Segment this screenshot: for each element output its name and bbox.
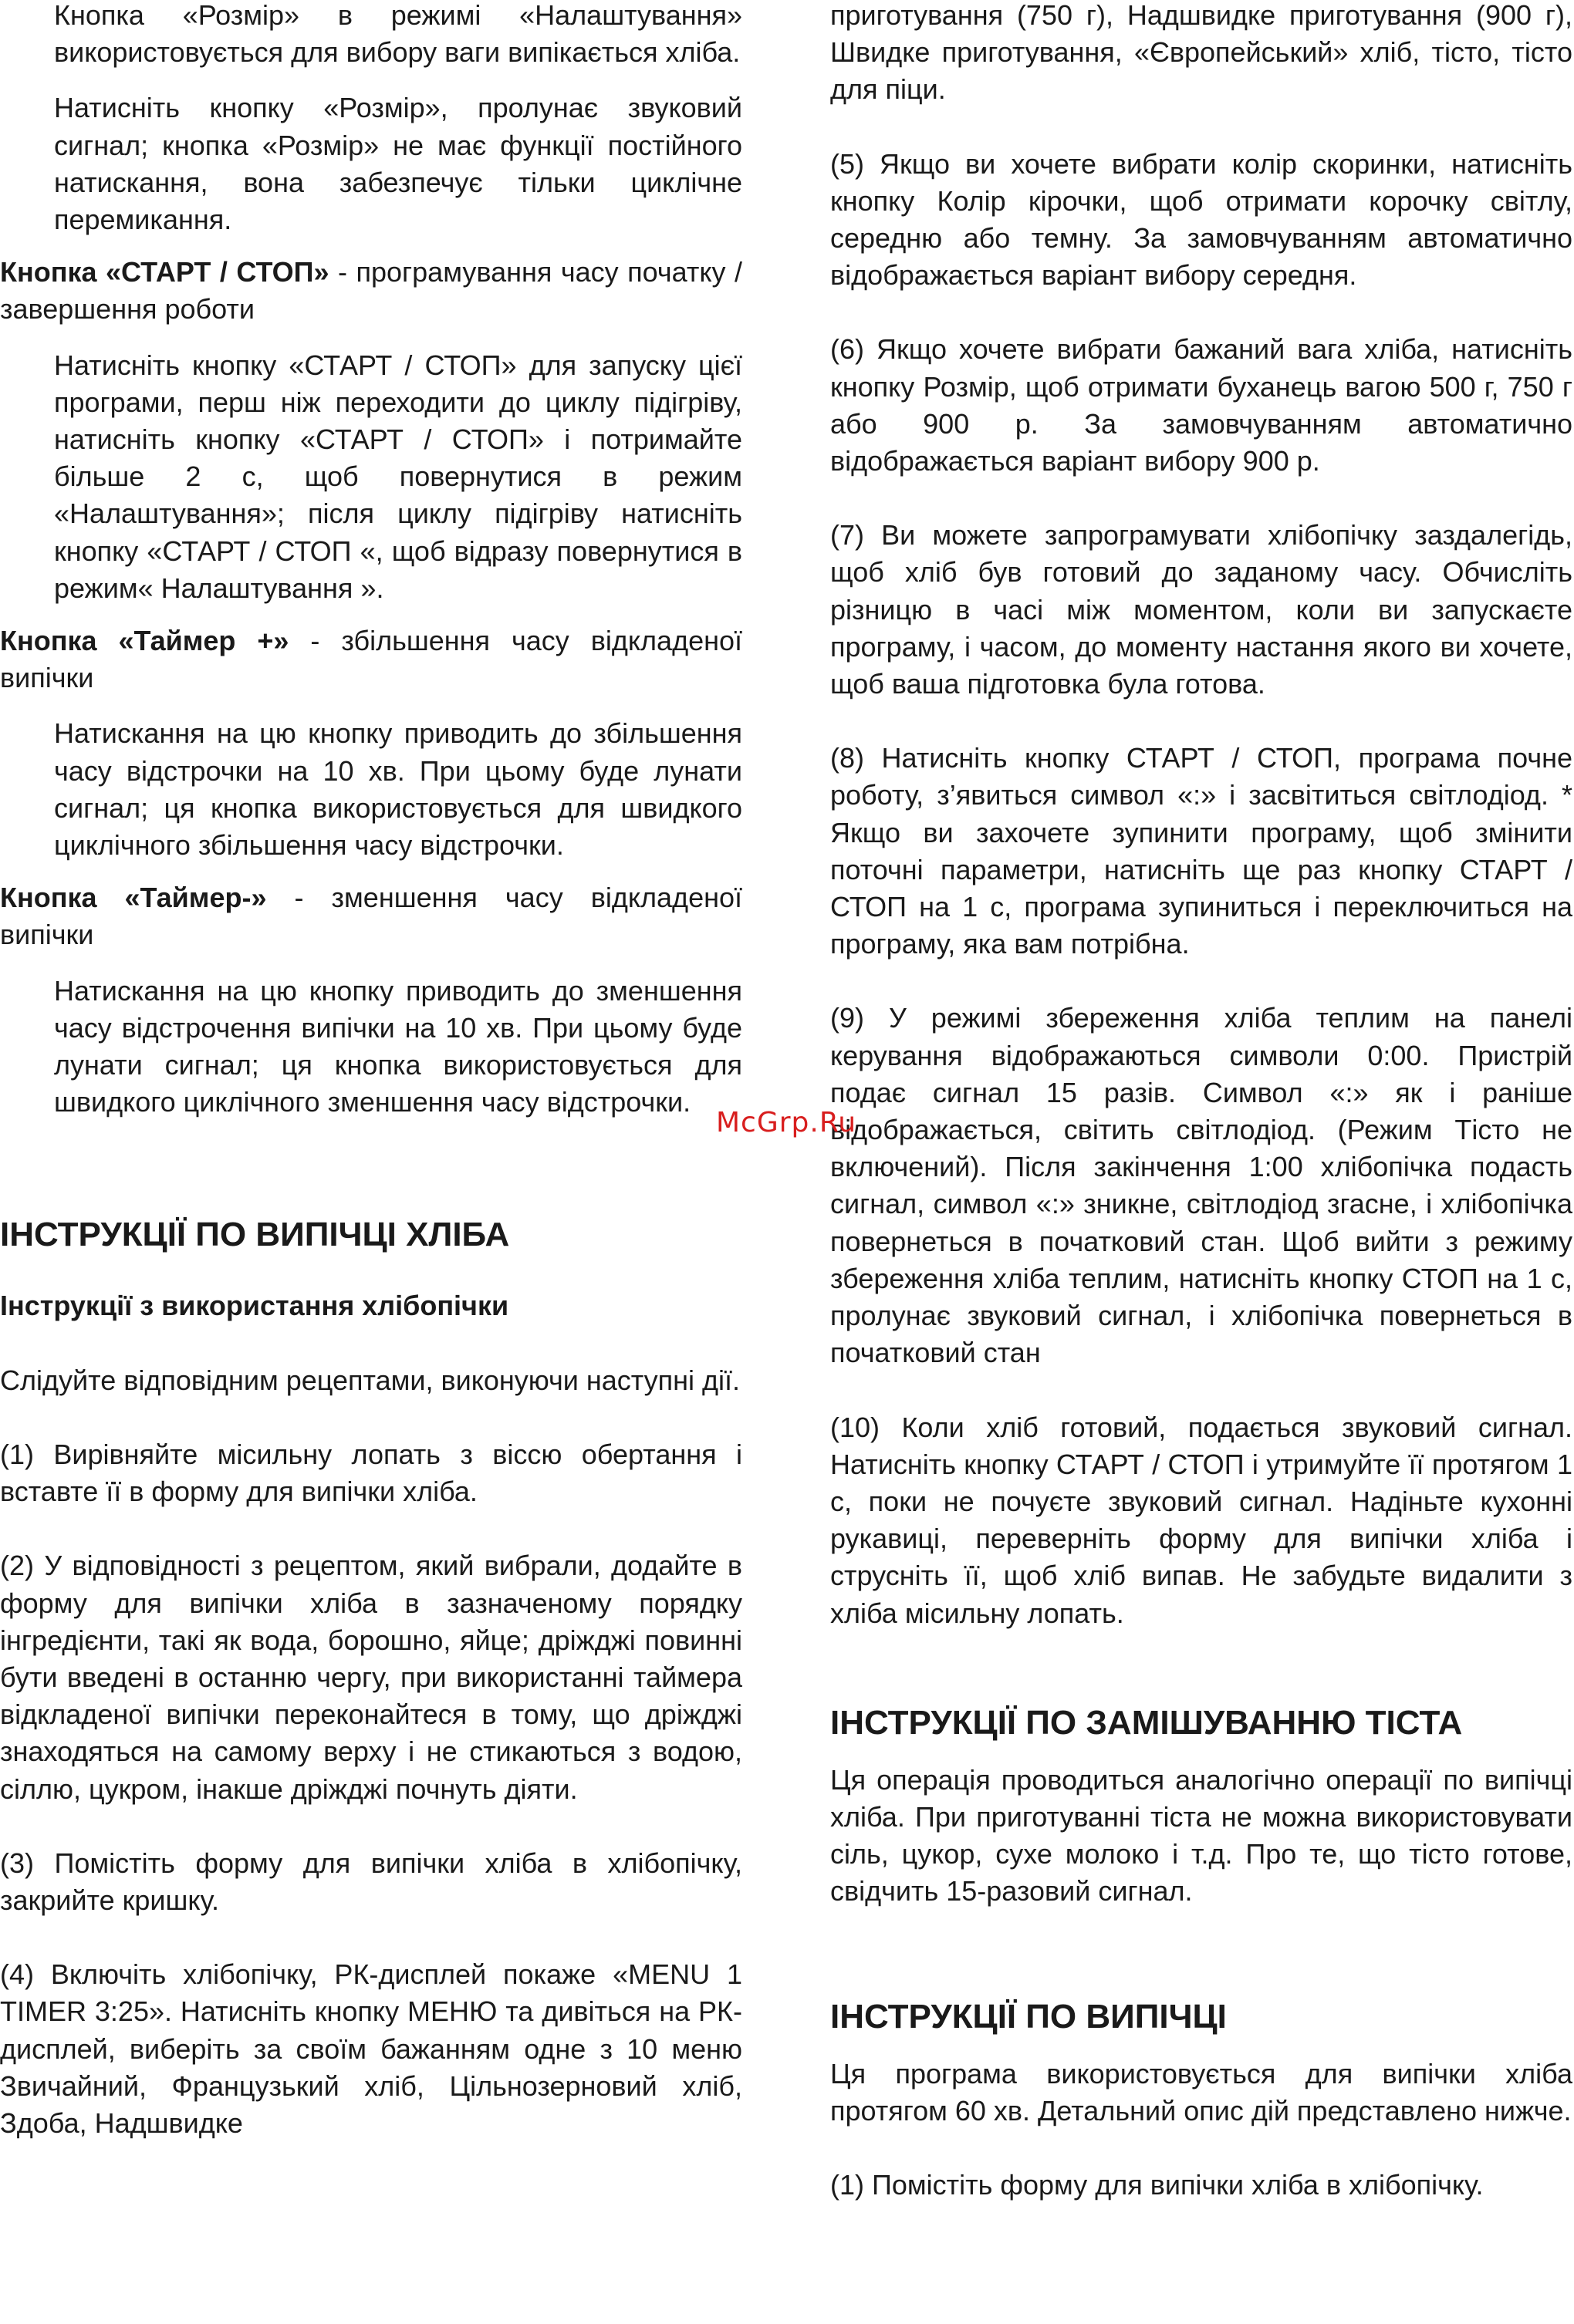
size-button-note: Натисніть кнопку «Розмір», пролунає звуковий сигнал; кнопка «Розмір» не має функції постійного натискання, вона забезпечує тільки циклічне перемикання.: [54, 92, 742, 236]
dough-description: Ця операція проводиться аналогічно операції по випічці хліба. При приготуванні тіста не можна використовувати сіль, цукор, сухе молоко і т.д. Про те, що тісто готове, свідчить 15-разовий сигнал.: [830, 1763, 1572, 1907]
step-10: (10) Коли хліб готовий, подається звуковий сигнал. Натисніть кнопку СТАРТ / СТОП і утримуйте її протягом 1 с, поки не почуєте звуковий сигнал. Надіньте кухонні рукавиці, переверніть форму для випічки хліба і струсніть її, щоб хліб випав. Не забудьте видалити з хліба місильну лопать.: [830, 1411, 1572, 1629]
subheading-usage: Інструкції з використання хлібопічки: [0, 1290, 509, 1322]
step-9: (9) У режимі збереження хліба теплим на панелі керування відображаються символи 0:00. Пристрій подає сигнал 15 разів. Символ «:» як і раніше відображається, світить світлодіод. (Режим Тісто не включений). Після закінчення 1:00 хлібопічка подасть сигнал, символ «:» зникне, світлодіод згасне, і хлібопічка повернеться в початковий стан. Щоб вийти з режиму збереження хліба теплим, натисніть кнопку СТОП на 1 с, пролунає звуковий сигнал, і хлібопічка повернеться в початковий стан: [830, 1002, 1572, 1369]
right-column: [830, 0, 1572, 2204]
start-stop-title-rest: - програмування часу початку / завершення роботи: [0, 256, 742, 325]
step-4: (4) Включіть хлібопічку, РК-дисплей покаже «MENU 1 TIMER 3:25». Натисніть кнопку МЕНЮ та дивіться на РК-дисплей, виберіть за своїм бажанням одне з 10 меню Звичайний, Французький хліб, Цільнозерновий хліб, Здоба, Надшвидке: [0, 1958, 742, 2139]
step-2: (2) У відповідності з рецептом, який вибрали, додайте в форму для випічки хліба в зазначеному порядку інгредієнти, такі як вода, борошно, яйце; дріжджі повинні бути введені в останню чергу, при використанні таймера відкладеної випічки переконайтеся в тому, що дріжджі знаходяться на самому верху і не стикаються з водою, сіллю, цукром, інакше дріжджі почнуть діяти.: [0, 1550, 742, 1805]
bake-step-1: (1) Помістіть форму для випічки хліба в хлібопічку.: [830, 2168, 1484, 2201]
step-3: (3) Помістіть форму для випічки хліба в хлібопічку, закрийте кришку.: [0, 1847, 742, 1916]
timer-plus-label: Кнопка «Таймер +»: [0, 625, 289, 657]
heading-dough-instructions: ІНСТРУКЦІЇ ПО ЗАМІШУВАННЮ ТІСТА: [830, 1703, 1463, 1742]
bake-description: Ця програма використовується для випічки хліба протягом 60 хв. Детальний опис дій представлено нижче.: [830, 2057, 1572, 2127]
timer-minus-title-rest: - зменшення часу відкладеної випічки: [0, 882, 742, 951]
usage-intro: Слідуйте відповідним рецептами, виконуючи наступні дії.: [0, 1364, 741, 1396]
step-1: (1) Вирівняйте місильну лопать з віссю обертання і вставте її в форму для випічки хліба.: [0, 1438, 742, 1508]
watermark: McGrp.Ru: [716, 1107, 857, 1138]
step-7: (7) Ви можете запрограмувати хлібопічку заздалегідь, щоб хліб був готовий до заданому часу. Обчисліть різницю в часі між моментом, коли ви запускаєте програму, і часом, до моменту настання якого ви хочете, щоб ваша підготовка була готова.: [830, 519, 1572, 700]
timer-minus-title: [0, 879, 742, 953]
heading-bake-instructions: ІНСТРУКЦІЇ ПО ВИПІЧЦІ: [830, 1997, 1227, 2036]
timer-plus-title-rest: - збільшення часу відкладеної випічки: [0, 625, 743, 694]
timer-plus-title: [0, 622, 742, 697]
timer-minus-label: Кнопка «Таймер-»: [0, 882, 267, 914]
step-5: (5) Якщо ви хочете вибрати колір скоринки, натисніть кнопку Колір кірочки, щоб отримати корочку світлу, середню або темну. За замовчуванням автоматично відображається варіант вибору середня.: [830, 147, 1572, 292]
timer-plus-description: Натискання на цю кнопку приводить до збільшення часу відстрочки на 10 хв. При цьому буде лунати сигнал; ця кнопка використовується для швидкого циклічного збільшення часу відстрочки.: [54, 717, 742, 862]
start-stop-label: Кнопка «СТАРТ / СТОП»: [0, 256, 329, 288]
heading-baking-instructions: ІНСТРУКЦІЇ ПО ВИПІЧЦІ ХЛІБА: [0, 1216, 510, 1254]
size-button-description: Кнопка «Розмір» в режимі «Налаштування» використовується для вибору ваги випікається хліба.: [54, 0, 742, 69]
step-6: (6) Якщо хочете вибрати бажаний вага хліба, натисніть кнопку Розмір, щоб отримати буханець вагою 500 г, 750 г або 900 р. За замовчуванням автоматично відображається варіант вибору 900 р.: [830, 333, 1572, 477]
step-8: (8) Натисніть кнопку СТАРТ / СТОП, програма почне роботу, з’явиться символ «:» і засвітиться світлодіод. * Якщо ви захочете зупинити програму, щоб змінити поточні параметри, натисніть ще раз кнопку СТАРТ / СТОП на 1 с, програма зупиниться і переключиться на програму, яка вам потрібна.: [830, 742, 1572, 960]
start-stop-description: Натисніть кнопку «СТАРТ / СТОП» для запуску цієї програми, перш ніж переходити до циклу підігріву, натисніть кнопку «СТАРТ / СТОП» і потримайте більше 2 с, щоб повернутися в режим «Налаштування»; після циклу підігріву натисніть кнопку «СТАРТ / СТОП «, щоб відразу повернутися в режим« Налаштування ».: [54, 349, 742, 604]
start-stop-title: [0, 254, 742, 328]
step-4-continued: приготування (750 г), Надшвидке приготування (900 г), Швидке приготування, «Європейський» хліб, тісто, тісто для піци.: [830, 0, 1572, 106]
timer-minus-description: Натискання на цю кнопку приводить до зменшення часу відстрочення випічки на 10 хв. При цьому буде лунати сигнал; ця кнопка використовується для швидкого циклічного зменшення часу відстрочки.: [54, 974, 742, 1118]
left-column: [0, 0, 742, 2142]
